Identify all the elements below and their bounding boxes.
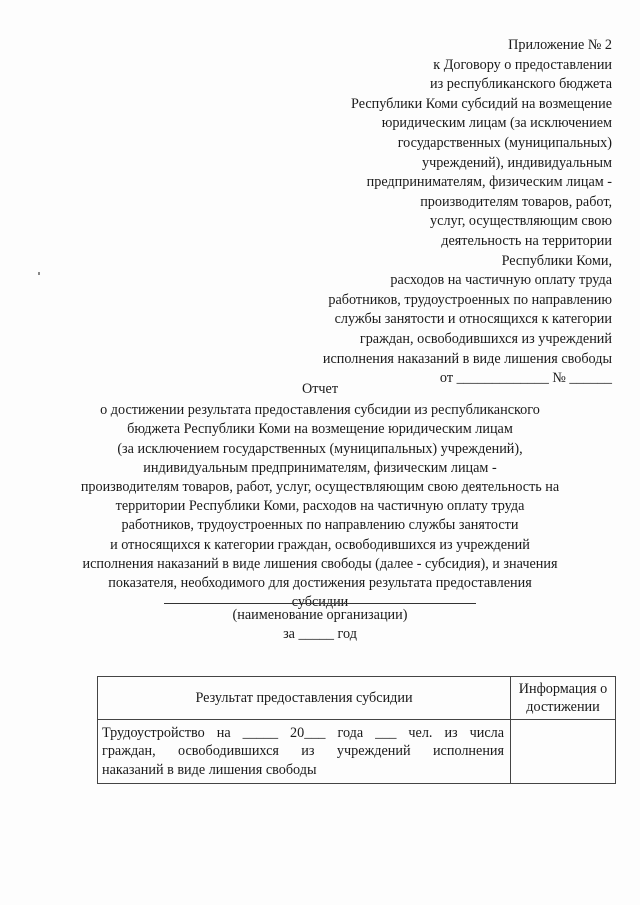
appendix-line: Республики Коми, bbox=[501, 252, 612, 269]
report-title-line: показателя, необходимого для достижения результата предоставления bbox=[108, 575, 532, 592]
report-year-line: за _____ год bbox=[283, 626, 357, 642]
appendix-line: исполнения наказаний в виде лишения свободы bbox=[322, 350, 612, 367]
result-cell bbox=[98, 720, 511, 784]
report-title-line: работников, трудоустроенных по направлению службы занятости bbox=[121, 517, 519, 534]
appendix-line: государственных (муниципальных) bbox=[397, 134, 612, 151]
appendix-line: производителям товаров, работ, bbox=[420, 193, 612, 210]
report-title-line: о достижении результата предоставления субсидии из республиканского bbox=[100, 402, 540, 419]
appendix-line: Республики Коми субсидий на возмещение bbox=[350, 95, 612, 112]
organization-name-blank bbox=[164, 603, 476, 604]
report-title-line: субсидии bbox=[291, 594, 349, 611]
report-title-line: производителям товаров, работ, услуг, осуществляющим свою деятельность на bbox=[80, 479, 560, 496]
appendix-line: деятельность на территории bbox=[441, 232, 612, 249]
report-title-line: территории Республики Коми, расходов на частичную оплату труда bbox=[115, 498, 525, 515]
report-title-line: бюджета Республики Коми на возмещение юридическим лицам bbox=[127, 421, 513, 438]
report-title-line: (за исключением государственных (муниципальных) учреждений), bbox=[117, 440, 523, 457]
organization-caption: (наименование организации) bbox=[232, 607, 408, 623]
appendix-line: из республиканского бюджета bbox=[430, 76, 612, 93]
scan-speck bbox=[38, 272, 40, 275]
result-text-line: Трудоустройство на _____ 20___ года ___ чел. из числа bbox=[102, 725, 505, 741]
table-header-row bbox=[98, 677, 616, 720]
report-title-line: индивидуальным предпринимателям, физическим лицам - bbox=[143, 459, 497, 476]
appendix-line: к Договору о предоставлении bbox=[433, 56, 612, 73]
appendix-header bbox=[282, 36, 612, 389]
appendix-date-number-line: от _____________ № ______ bbox=[439, 370, 612, 387]
report-table bbox=[97, 676, 616, 784]
appendix-line: услуг, осуществляющим свою bbox=[430, 213, 612, 230]
appendix-line: юридическим лицам (за исключением bbox=[381, 115, 612, 132]
report-title-block bbox=[70, 380, 570, 612]
report-title: Отчет bbox=[301, 381, 339, 397]
appendix-line: граждан, освободившихся из учреждений bbox=[359, 330, 612, 347]
appendix-line: расходов на частичную оплату труда bbox=[390, 272, 612, 289]
header-info-line2: достижении bbox=[526, 699, 600, 715]
appendix-line: учреждений), индивидуальным bbox=[421, 154, 612, 171]
appendix-line: предпринимателям, физическим лицам - bbox=[366, 174, 612, 191]
info-cell bbox=[511, 720, 616, 784]
appendix-line: службы занятости и относящихся к категории bbox=[334, 311, 612, 328]
result-text-line: граждан, освободившихся из учреждений исполнения bbox=[102, 743, 505, 760]
appendix-title: Приложение № 2 bbox=[508, 37, 612, 53]
header-info bbox=[511, 677, 616, 720]
result-text-line: наказаний в виде лишения свободы bbox=[102, 761, 317, 778]
header-result: Результат предоставления субсидии bbox=[98, 677, 511, 720]
report-title-line: исполнения наказаний в виде лишения свободы (далее - субсидия), и значения bbox=[82, 555, 558, 572]
header-info-line1: Информация о bbox=[518, 680, 608, 697]
report-title-line: и относящихся к категории граждан, освободившихся из учреждений bbox=[110, 536, 530, 553]
table-row bbox=[98, 720, 616, 784]
appendix-line: работников, трудоустроенных по направлению bbox=[328, 291, 612, 308]
